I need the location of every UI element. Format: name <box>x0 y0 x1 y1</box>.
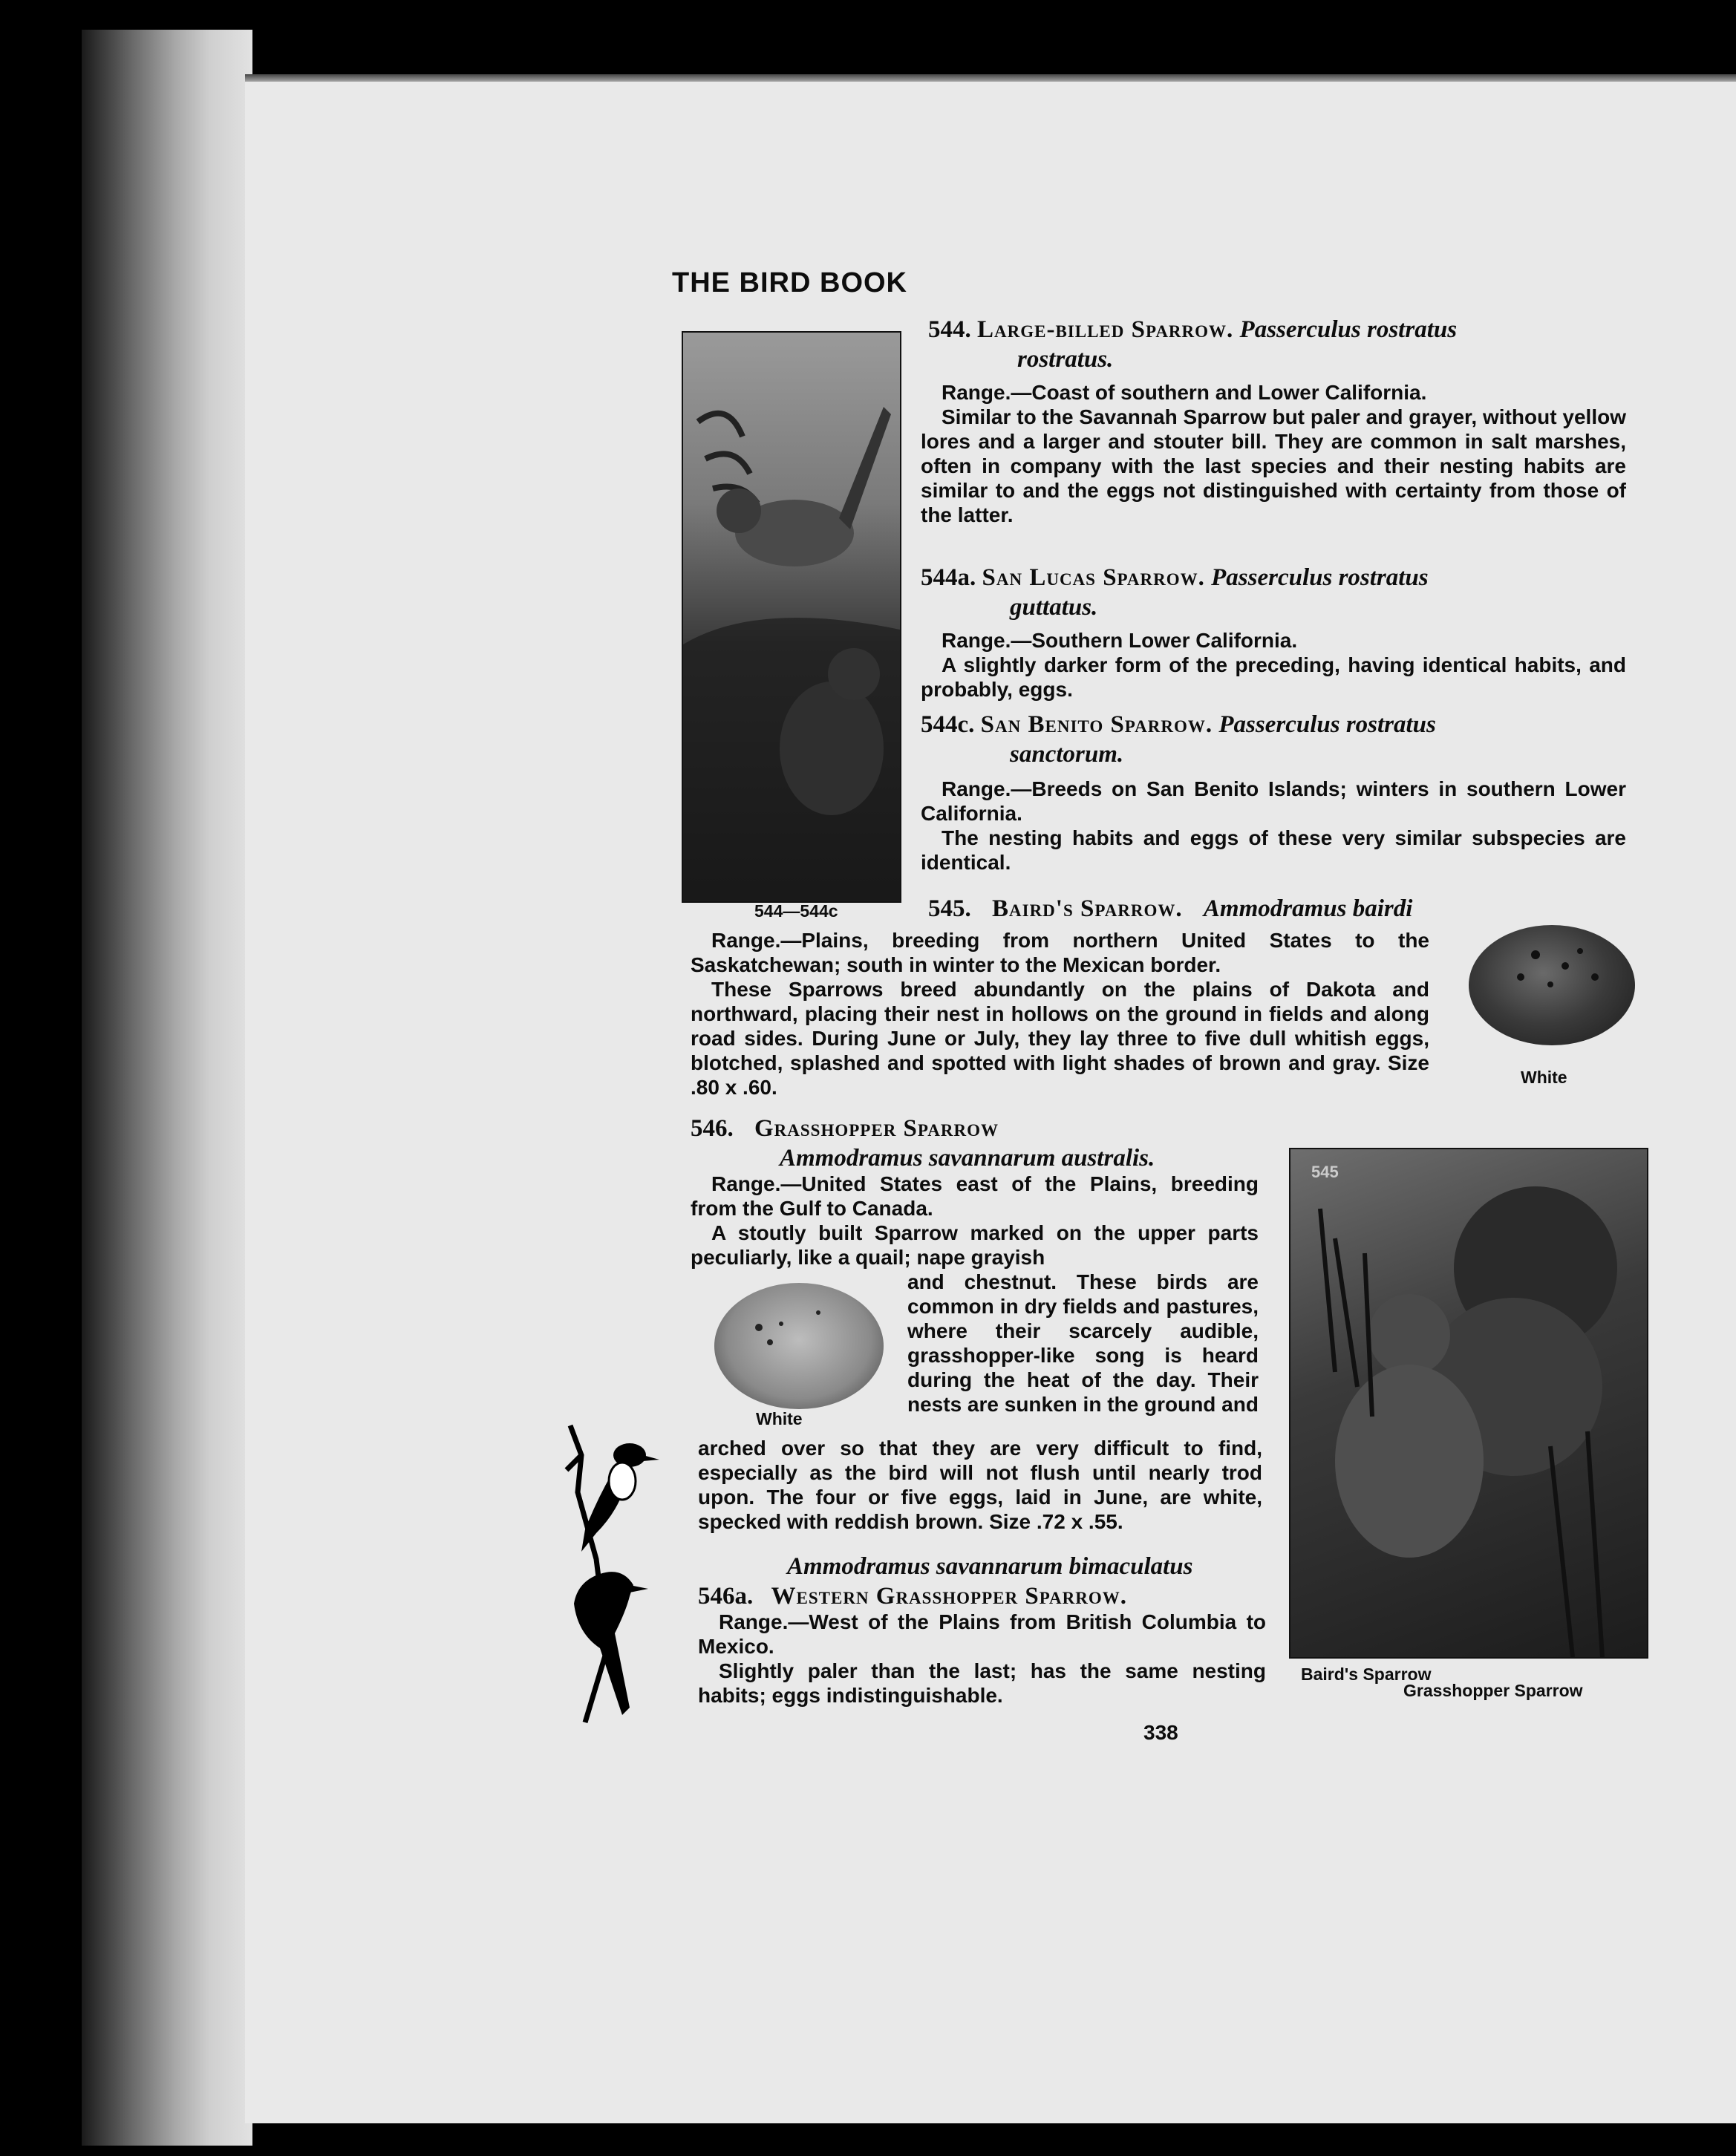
page-number: 338 <box>1143 1721 1178 1744</box>
entry-546-body-top <box>691 1172 1259 1270</box>
entry-544-range: Range.—Coast of southern and Lower California. <box>942 381 1427 404</box>
egg-speckles <box>714 1283 884 1409</box>
plate-545-illustration <box>1289 1148 1648 1659</box>
entry-544c-body <box>921 777 1626 875</box>
entry-544-common-name: Large-billed Sparrow. <box>977 316 1234 343</box>
entry-545-body <box>691 928 1429 1100</box>
plate-544-illustration <box>682 331 901 903</box>
entry-544c-scientific: Passerculus rostratus <box>1218 711 1436 738</box>
entry-544a-description: A slightly darker form of the preceding, having identical habits, and probably, eggs. <box>921 653 1626 701</box>
entry-545-description: These Sparrows breed abundantly on the plains of Dakota and northward, placing their nest in hollows on the ground in fields and along road sides. During June or July, they lay three to five dull whitish eggs, blotched, splashed and spotted with light shades of brown and gray. Size .80 x .60. <box>691 978 1429 1099</box>
entry-546a-description: Slightly paler than the last; has the same nesting habits; eggs indistinguishable. <box>698 1659 1266 1707</box>
entry-546a-body <box>698 1610 1266 1708</box>
entry-545-common-name: Baird's Sparrow. <box>992 895 1183 922</box>
egg-545-caption: White <box>1521 1068 1567 1087</box>
book-spine <box>82 30 252 2146</box>
entry-544-body <box>921 380 1626 527</box>
entry-544-scientific: Passerculus rostratus <box>1239 316 1458 343</box>
entry-546-number: 546. <box>691 1115 734 1142</box>
entry-545-number: 545. <box>928 895 971 922</box>
entry-544a-number: 544a. <box>921 564 976 591</box>
entry-546-common-name: Grasshopper Sparrow <box>754 1115 999 1142</box>
entry-545-range: Range.—Plains, breeding from northern United States to the Saskatchewan; south in winter to the Mexican border. <box>691 929 1429 976</box>
entry-546a-scientific: Ammodramus savannarum bimaculatus <box>787 1553 1193 1580</box>
entry-546-description-bottom: arched over so that they are very difficult to find, especially as the bird will not flush until nearly trod upon. The four or five eggs, laid in June, are white, specked with reddish brown. Size .72 x .55. <box>698 1437 1262 1533</box>
entry-544c-number: 544c. <box>921 711 975 738</box>
entry-546-range: Range.—United States east of the Plains, breeding from the Gulf to Canada. <box>691 1172 1259 1220</box>
egg-speckles <box>1469 925 1635 1045</box>
entry-544a-scientific: Passerculus rostratus <box>1211 564 1429 591</box>
entry-546-body-bottom <box>698 1436 1262 1534</box>
entry-544c-heading <box>921 710 1619 769</box>
entry-544a-range: Range.—Southern Lower California. <box>942 629 1298 652</box>
entry-544c-scientific-cont: sanctorum. <box>1010 741 1124 768</box>
running-head: THE BIRD BOOK <box>672 267 907 298</box>
entry-546a-number: 546a. <box>698 1583 754 1610</box>
entry-544a-heading <box>921 563 1619 622</box>
entry-546a-heading <box>698 1581 1277 1611</box>
entry-546a-common-name: Western Grasshopper Sparrow. <box>771 1583 1127 1610</box>
entry-544a-body <box>921 628 1626 702</box>
egg-546-illustration <box>714 1283 884 1409</box>
plate-545-number: 545 <box>1311 1163 1339 1181</box>
entry-546a-range: Range.—West of the Plains from British Columbia to Mexico. <box>698 1610 1266 1658</box>
entry-546-heading <box>691 1114 1285 1143</box>
entry-546-description-side: and chestnut. These birds are common in dry fields and pastures, where their scarcely audible, grasshopper-like song is heard during the heat of the day. Their nests are sunken in the ground and <box>907 1270 1259 1416</box>
entry-545-heading <box>928 894 1596 924</box>
sparrow-illustration <box>683 333 900 901</box>
entry-544c-range: Range.—Breeds on San Benito Islands; winters in southern Lower California. <box>921 777 1626 825</box>
entry-544-description: Similar to the Savannah Sparrow but paler and grayer, without yellow lores and a larger and stouter bill. They are common in salt marshes, often in company with the last species and their nesting habits are similar to and the eggs not distinguished with certainty from those of the latter. <box>921 405 1626 526</box>
entry-544-number: 544. <box>928 316 971 343</box>
bird-silhouettes-icon <box>555 1411 674 1782</box>
egg-545-illustration <box>1469 925 1635 1045</box>
sparrows-illustration <box>1290 1149 1647 1657</box>
entry-544a-common-name: San Lucas Sparrow. <box>982 564 1205 591</box>
entry-546-description-top: A stoutly built Sparrow marked on the upper parts peculiarly, like a quail; nape grayish <box>691 1221 1259 1269</box>
plate-bottom-caption-2: Grasshopper Sparrow <box>1403 1681 1583 1700</box>
plate-bottom-caption-1: Baird's Sparrow <box>1301 1665 1432 1684</box>
entry-546-body-side <box>907 1270 1259 1417</box>
entry-544c-description: The nesting habits and eggs of these very similar subspecies are identical. <box>921 826 1626 874</box>
entry-544a-scientific-cont: guttatus. <box>1010 594 1098 621</box>
egg-546-caption: White <box>756 1409 803 1428</box>
entry-544c-common-name: San Benito Sparrow. <box>980 711 1213 738</box>
entry-546-scientific: Ammodramus savannarum australis. <box>780 1145 1155 1172</box>
entry-544-scientific-cont: rostratus. <box>1017 346 1114 373</box>
entry-545-scientific: Ammodramus bairdi <box>1203 895 1413 922</box>
plate-top-caption: 544—544c <box>754 901 838 921</box>
entry-544-heading <box>928 315 1611 374</box>
